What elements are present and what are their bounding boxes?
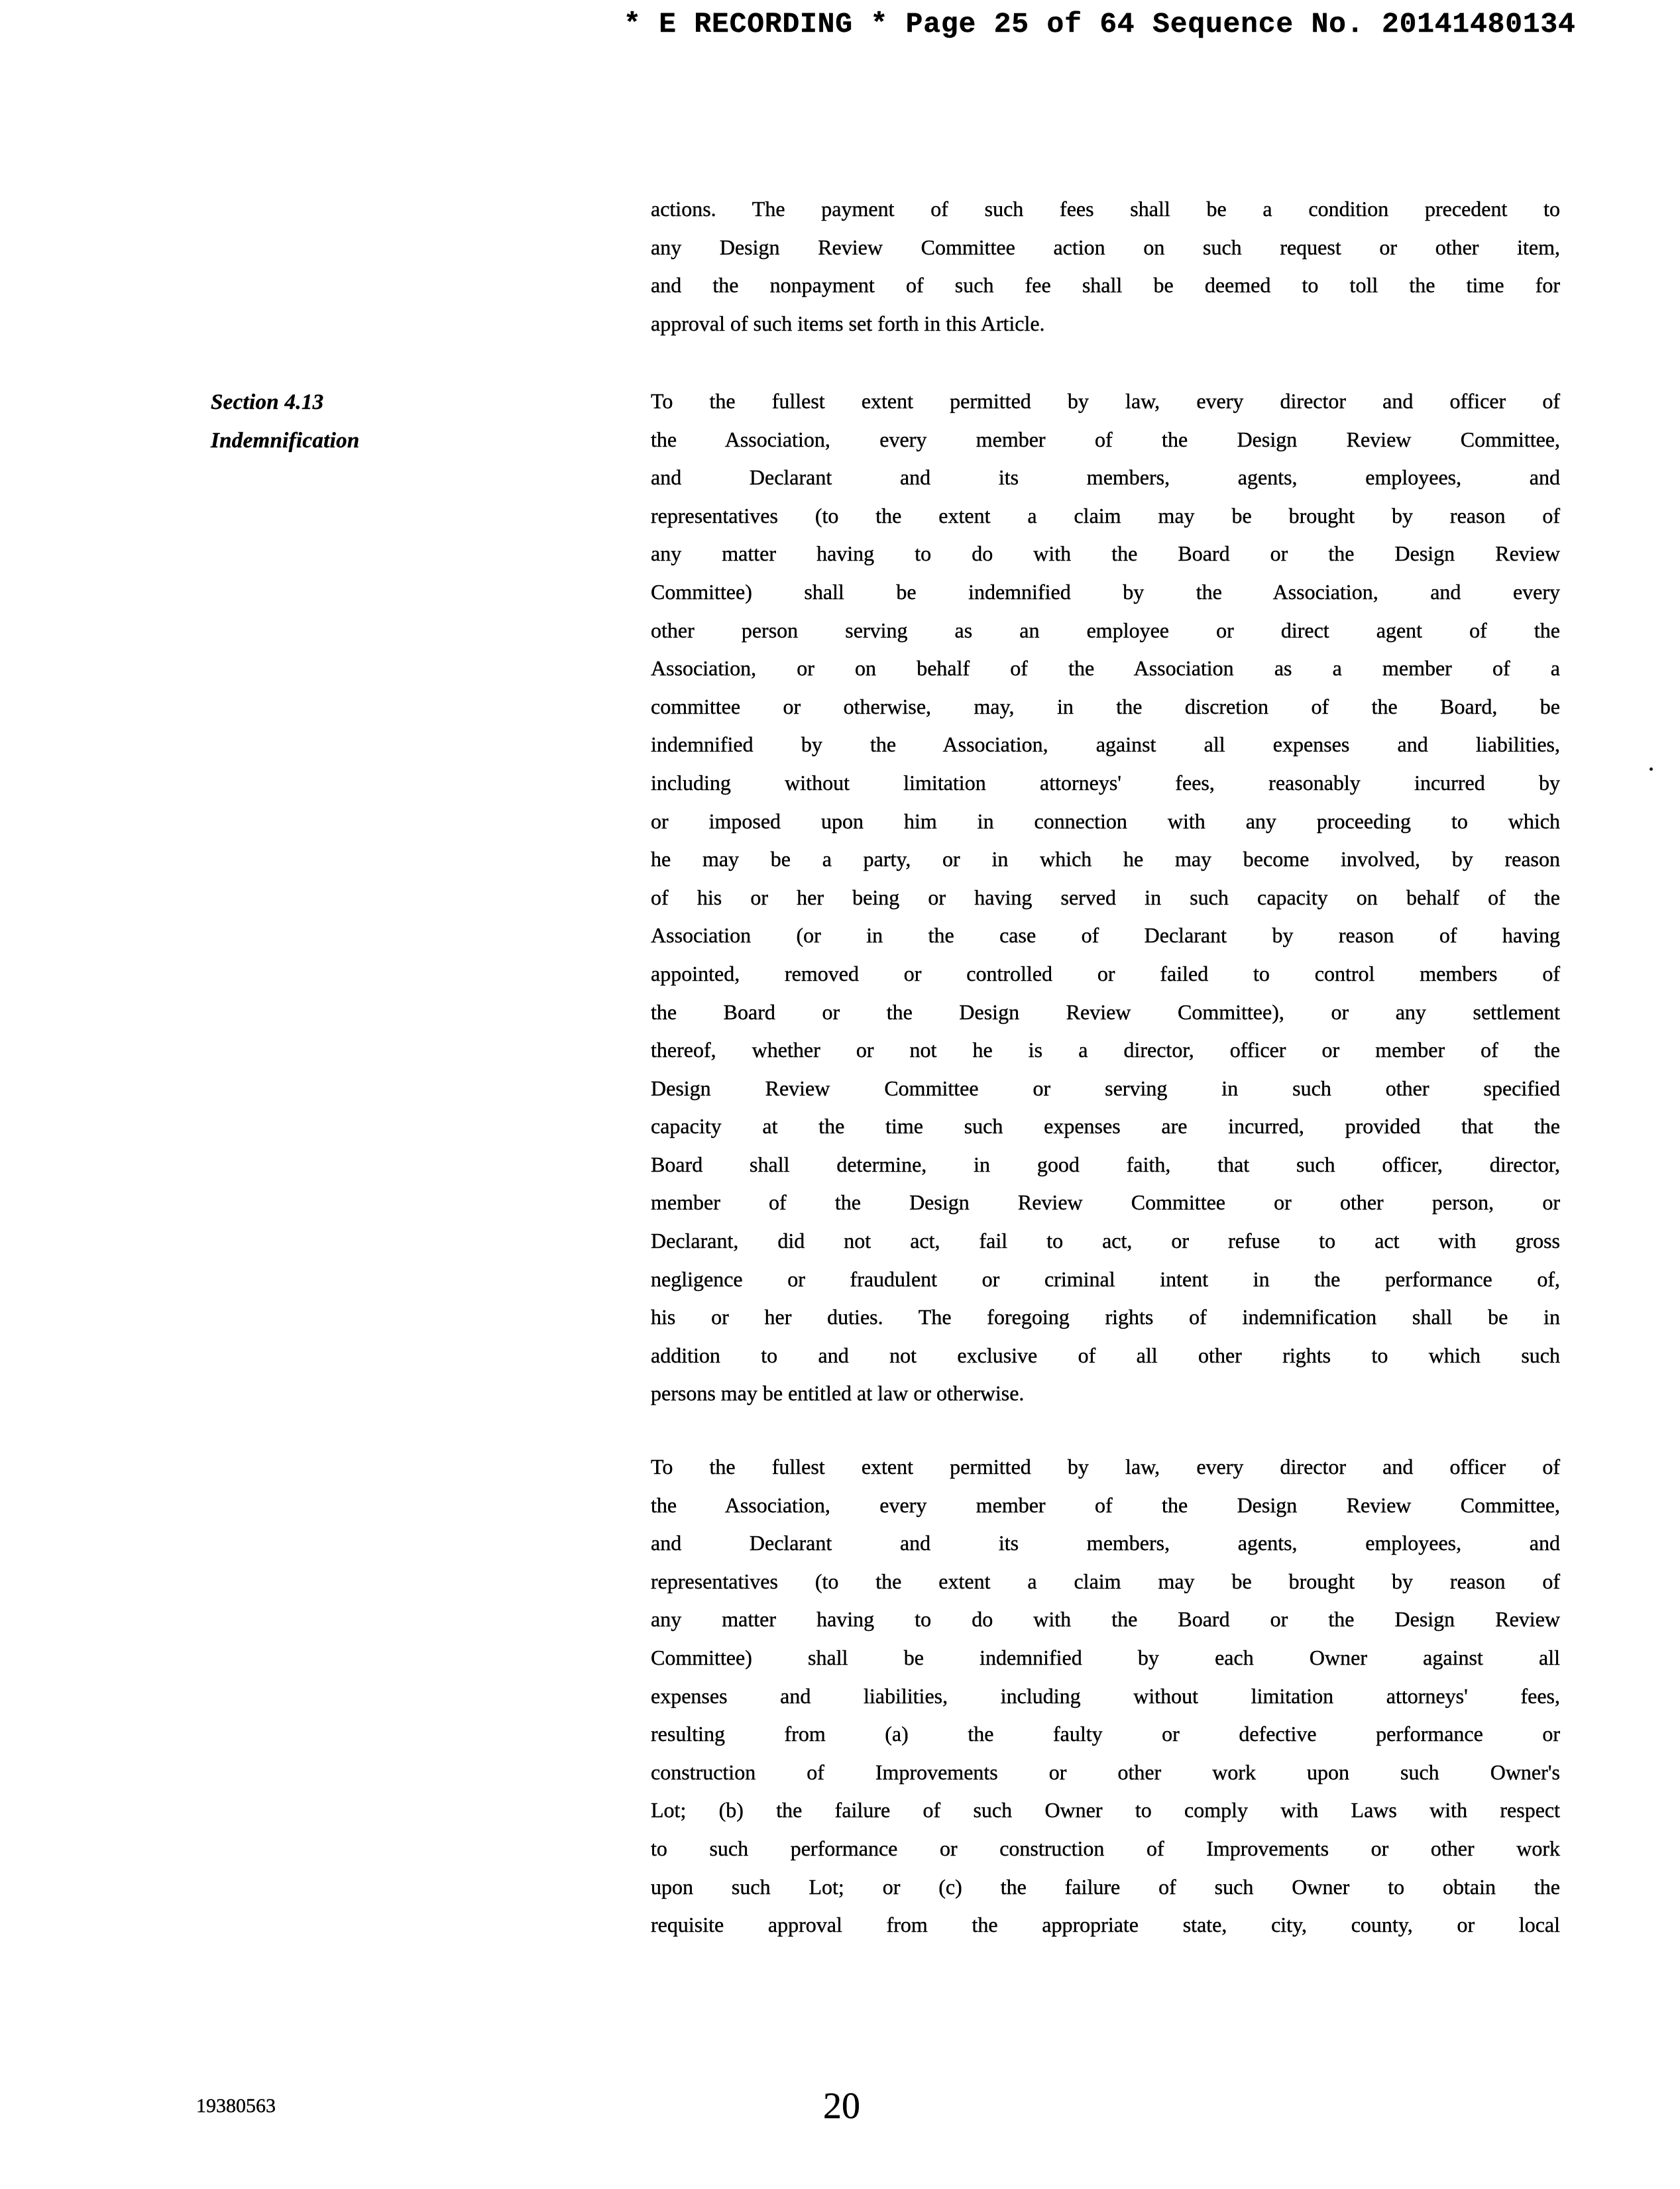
footer-document-number: 19380563 <box>196 2095 276 2117</box>
paragraph-fees-continuation <box>651 190 1560 343</box>
text-line: approval of such items set forth in this Article. <box>651 311 1045 335</box>
text-line: or imposed upon him in connection with any proceeding to which <box>651 809 1560 833</box>
text-line: Declarant, did not act, fail to act, or refuse to act with gross <box>651 1229 1560 1253</box>
text-line: and the nonpayment of such fee shall be deemed to toll the time for <box>651 273 1560 298</box>
text-line: the Board or the Design Review Committee), or any settlement <box>651 999 1560 1024</box>
text-line: negligence or fraudulent or criminal intent in the performance of, <box>651 1266 1560 1291</box>
text-line: actions. The payment of such fees shall be a condition precedent to <box>651 197 1560 221</box>
text-line: the Association, every member of the Design Review Committee, <box>651 1492 1560 1517</box>
section-number: Section 4.13 <box>211 390 324 414</box>
text-line: Committee) shall be indemnified by each Owner against all <box>651 1645 1560 1669</box>
paragraph-indemnification-by-owner <box>651 1448 1560 1944</box>
text-line: persons may be entitled at law or otherwise. <box>651 1381 1025 1406</box>
text-line: the Association, every member of the Design Review Committee, <box>651 427 1560 451</box>
text-line: he may be a party, or in which he may become involved, by reason <box>651 847 1560 871</box>
text-line: To the fullest extent permitted by law, every director and officer of <box>651 1455 1560 1479</box>
text-line: Association (or in the case of Declarant by reason of having <box>651 923 1560 948</box>
text-line: resulting from (a) the faulty or defective performance or <box>651 1722 1560 1746</box>
text-line: any Design Review Committee action on such request or other item, <box>651 235 1560 259</box>
text-line: To the fullest extent permitted by law, every director and officer of <box>651 389 1560 413</box>
text-line: Design Review Committee or serving in such other specified <box>651 1076 1560 1100</box>
section-heading <box>211 384 360 460</box>
text-line: and Declarant and its members, agents, employees, and <box>651 1531 1560 1555</box>
text-line: upon such Lot; or (c) the failure of such Owner to obtain the <box>651 1874 1560 1899</box>
text-line: expenses and liabilities, including without limitation attorneys' fees, <box>651 1683 1560 1708</box>
text-line: member of the Design Review Committee or other person, or <box>651 1190 1560 1215</box>
text-line: addition to and not exclusive of all other rights to which such <box>651 1343 1560 1367</box>
text-line: appointed, removed or controlled or failed to control members of <box>651 961 1560 985</box>
text-line: any matter having to do with the Board or the Design Review <box>651 1607 1560 1632</box>
section-title: Indemnification <box>211 428 360 453</box>
text-line: representatives (to the extent a claim may be brought by reason of <box>651 503 1560 528</box>
text-line: representatives (to the extent a claim may be brought by reason of <box>651 1569 1560 1593</box>
text-line: to such performance or construction of Improvements or other work <box>651 1836 1560 1860</box>
text-line: including without limitation attorneys' fees, reasonably incurred by <box>651 770 1560 795</box>
paragraph-indemnification-by-association <box>651 382 1560 1413</box>
text-line: committee or otherwise, may, in the discretion of the Board, be <box>651 694 1560 718</box>
text-line: his or her duties. The foregoing rights of indemnification shall be in <box>651 1305 1560 1329</box>
text-line: capacity at the time such expenses are incurred, provided that the <box>651 1114 1560 1139</box>
text-line: other person serving as an employee or direct agent of the <box>651 618 1560 642</box>
text-line: Board shall determine, in good faith, that such officer, director, <box>651 1152 1560 1176</box>
text-line: Association, or on behalf of the Association as a member of a <box>651 656 1560 681</box>
scan-artifact-dot <box>1650 767 1653 771</box>
text-line: of his or her being or having served in such capacity on behalf of the <box>651 885 1560 909</box>
text-line: thereof, whether or not he is a director, officer or member of the <box>651 1038 1560 1062</box>
text-line: any matter having to do with the Board or the Design Review <box>651 541 1560 566</box>
footer-page-number: 20 <box>823 2086 860 2127</box>
text-line: Lot; (b) the failure of such Owner to comply with Laws with respect <box>651 1798 1560 1823</box>
text-line: and Declarant and its members, agents, employees, and <box>651 465 1560 490</box>
text-line: construction of Improvements or other work upon such Owner's <box>651 1760 1560 1784</box>
e-recording-header: * E RECORDING * Page 25 of 64 Sequence No. 20141480134 <box>624 8 1576 40</box>
text-line: requisite approval from the appropriate state, city, county, or local <box>651 1913 1560 1937</box>
text-line: indemnified by the Association, against all expenses and liabilities, <box>651 732 1560 757</box>
text-line: Committee) shall be indemnified by the Association, and every <box>651 579 1560 604</box>
